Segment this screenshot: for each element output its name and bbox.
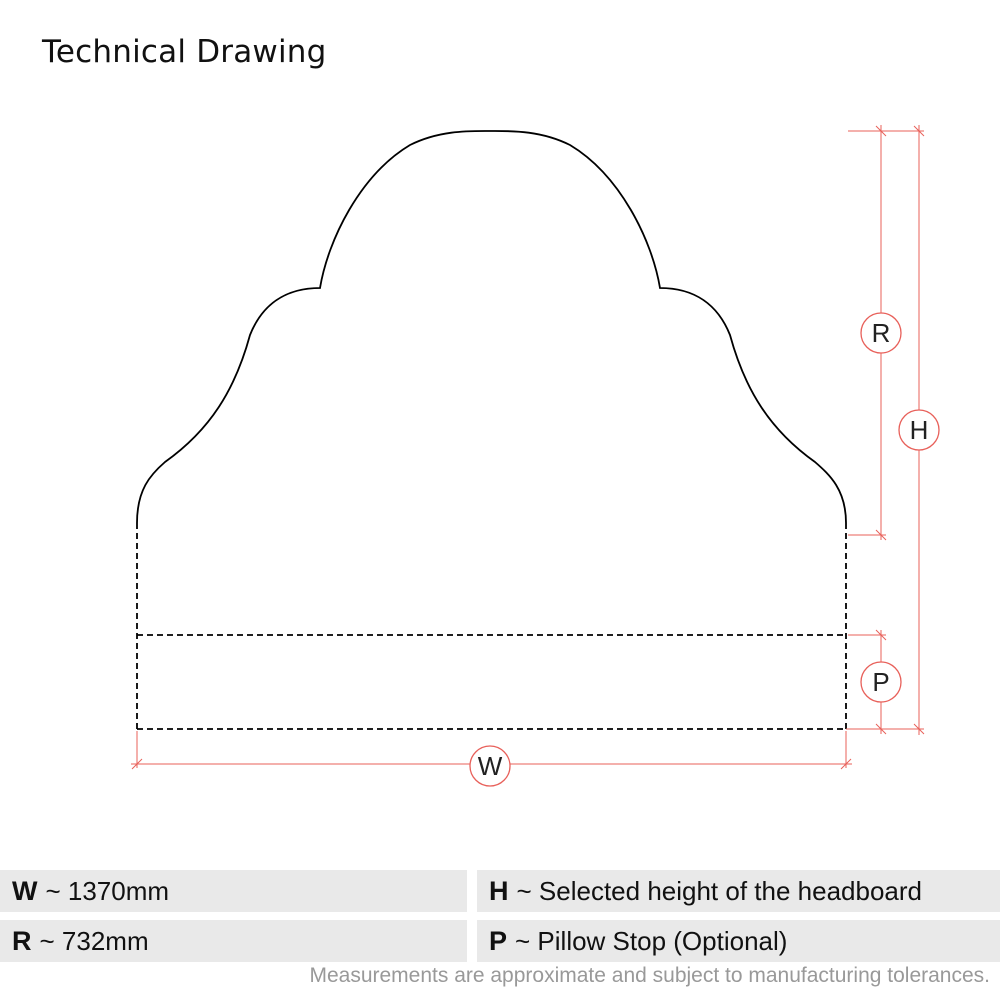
legend-p [477, 920, 1000, 962]
legend-h-text: ~ Selected height of the headboard [516, 875, 922, 906]
legend-p-key: P [489, 925, 508, 956]
measurement-footnote: Measurements are approximate and subject to manufacturing tolerances. [309, 964, 990, 987]
legend-r-text: ~ 732mm [39, 925, 149, 956]
marker-p-label: P [872, 667, 890, 697]
marker-w-label: W [477, 751, 503, 781]
legend-w-key: W [12, 875, 38, 906]
marker-h-label: H [909, 415, 929, 445]
marker-h [899, 410, 939, 450]
page-title: Technical Drawing [42, 34, 327, 70]
legend-h [477, 870, 1000, 912]
base-dashed-outline [137, 523, 846, 729]
legend-h-key: H [489, 875, 509, 906]
legend-r [0, 920, 467, 962]
marker-w [470, 746, 510, 786]
marker-r [861, 313, 901, 353]
legend-w [0, 870, 467, 912]
legend-p-text: ~ Pillow Stop (Optional) [515, 925, 788, 956]
headboard-outline [137, 131, 846, 523]
marker-p [861, 662, 901, 702]
legend-w-text: ~ 1370mm [45, 875, 170, 906]
marker-r-label: R [871, 318, 891, 348]
legend-r-key: R [12, 925, 32, 956]
